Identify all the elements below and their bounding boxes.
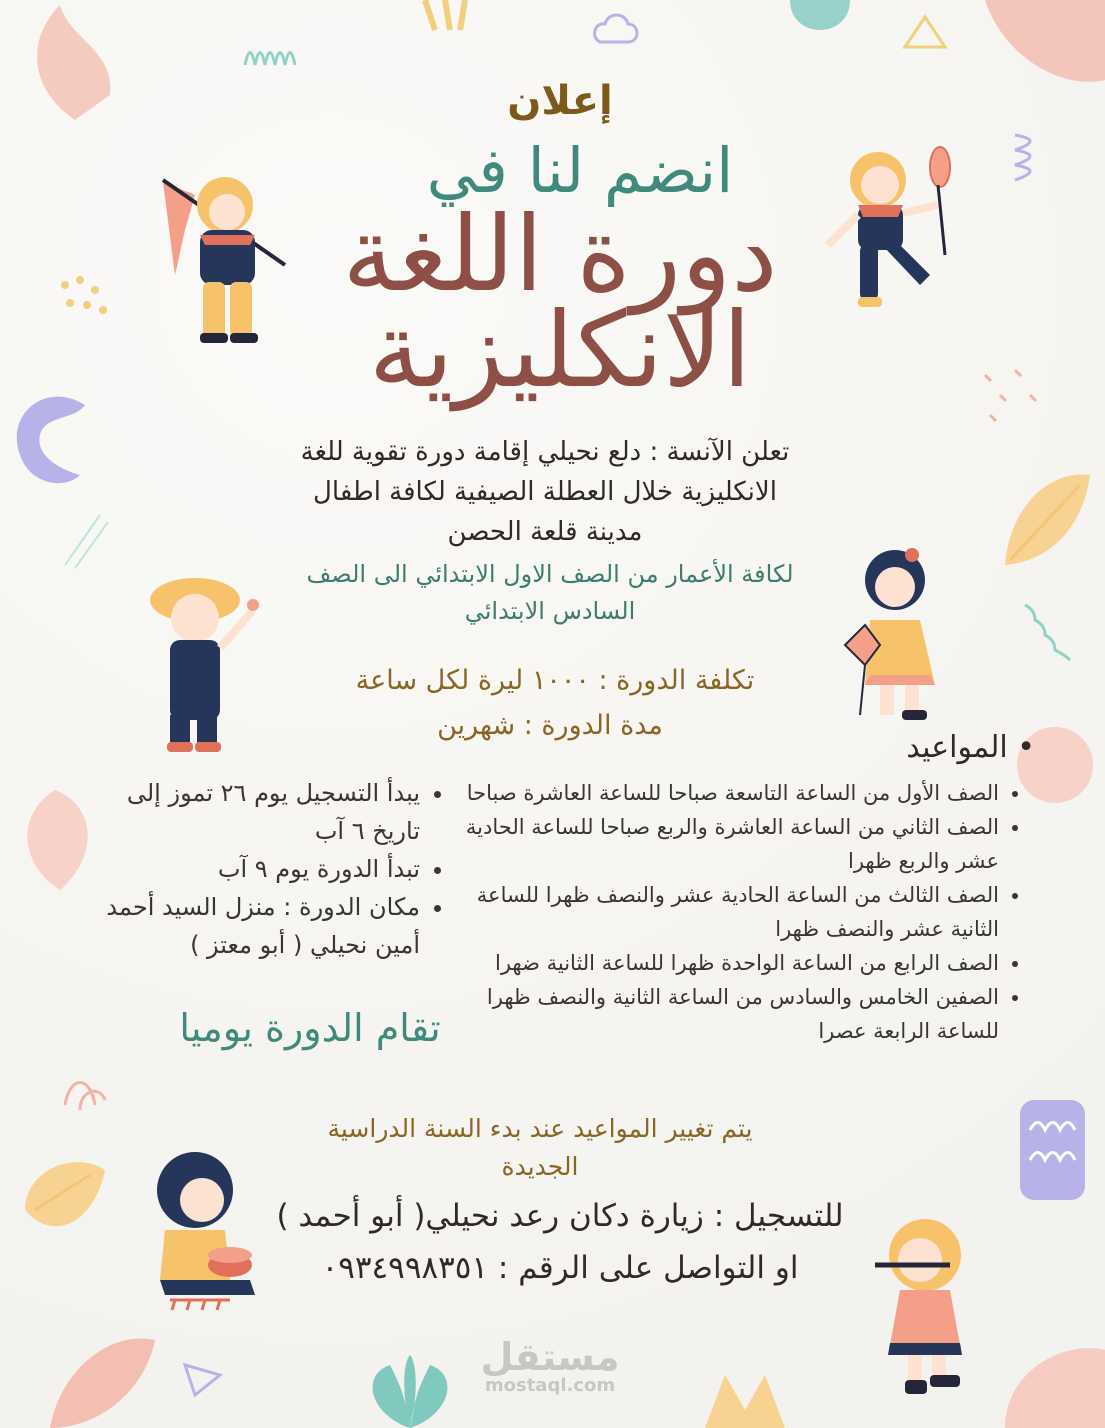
course-cost: تكلفة الدورة : ١٠٠٠ ليرة لكل ساعة	[355, 665, 755, 696]
info-item: • تبدأ الدورة يوم ٩ آب	[100, 850, 420, 888]
schedule-title: • المواعيد	[906, 730, 1035, 765]
lines-decoration-icon	[60, 1065, 110, 1115]
flower-decoration-icon	[360, 1355, 460, 1428]
schedule-change-note: يتم تغيير المواعيد عند بدء السنة الدراسية الجديدة	[327, 1114, 753, 1181]
leaf-decoration-icon	[40, 1320, 160, 1428]
wave-panel-decoration-icon	[1015, 1095, 1090, 1205]
schedule-item: • الصف الثاني من الساعة العاشرة والربع صباحا للساعة الحادية عشر والربع ظهرا	[459, 810, 999, 878]
leaf-decoration-icon	[990, 465, 1100, 575]
child-with-net-icon	[820, 145, 980, 310]
course-duration: مدة الدورة : شهرين	[437, 710, 663, 741]
leaf-decoration-icon	[700, 1370, 790, 1428]
squiggle-decoration-icon	[1010, 130, 1050, 190]
triangle-decoration-icon	[900, 12, 950, 52]
leaf-decoration-icon	[975, 1330, 1105, 1428]
info-list	[100, 774, 448, 964]
watermark-latin: mostaql.com	[484, 1375, 616, 1396]
dots-decoration-icon	[55, 275, 115, 325]
schedule-title-text: المواعيد	[906, 730, 1008, 765]
schedule-item: • الصفين الخامس والسادس من الساعة الثانية والنصف ظهرا للساعة الرابعة عصرا	[459, 980, 999, 1048]
schedule-item: • الصف الرابع من الساعة الواحدة ظهرا للساعة الثانية ضهرا	[459, 946, 999, 980]
flower-decoration-icon	[780, 0, 860, 50]
course-title: دورة اللغة الانكليزية	[342, 193, 778, 411]
ages-text: لكافة الأعمار من الصف الاول الابتدائي الى الصف السادس الابتدائي	[306, 560, 794, 625]
triangle-decoration-icon	[180, 1360, 225, 1400]
intro-text: تعلن الآنسة : دلع نحيلي إقامة دورة تقوية للغة الانكليزية خلال العطلة الصيفية لكافة اطفال مدينة قلعة الحصن	[300, 437, 790, 547]
girl-with-kite-icon	[840, 545, 940, 725]
flower-decoration-icon	[15, 785, 100, 895]
announcement-title: إعلان	[507, 78, 613, 124]
schedule-item: • الصف الأول من الساعة التاسعة صباحا للساعة العاشرة صباحا	[459, 776, 999, 810]
info-item: • مكان الدورة : منزل السيد أحمد أمين نحيلي ( أبو معتز )	[100, 888, 420, 964]
leaf-decoration-icon	[20, 0, 130, 130]
squiggle-decoration-icon	[240, 35, 310, 75]
squiggle-decoration-icon	[1020, 600, 1085, 665]
watermark-arabic: مستقل	[480, 1335, 620, 1379]
join-us-heading: انضم لنا في	[426, 134, 734, 207]
info-item: • يبدأ التسجيل يوم ٢٦ تموز إلى تاريخ ٦ آب	[100, 774, 420, 850]
child-with-flag-icon	[155, 170, 290, 350]
child-with-hat-icon	[145, 570, 265, 755]
lines-decoration-icon	[60, 510, 110, 570]
leaf-decoration-icon	[975, 0, 1105, 90]
stars-decoration-icon	[975, 365, 1045, 425]
contact-number: او التواصل على الرقم : ٠٩٣٤٩٩٨٣٥١	[321, 1250, 799, 1286]
registration-info: للتسجيل : زيارة دكان رعد نحيلي( أبو أحمد )	[276, 1198, 844, 1234]
arch-decoration-icon	[5, 385, 100, 495]
stripes-decoration-icon	[420, 0, 480, 35]
leaf-decoration-icon	[15, 1150, 110, 1250]
schedule-list	[459, 776, 1021, 1048]
daily-note: تقام الدورة يوميا	[179, 1006, 441, 1050]
schedule-item: • الصف الثالث من الساعة الحادية عشر والنصف ظهرا للساعة الثانية عشر والنصف ظهرا	[459, 878, 999, 946]
cloud-decoration-icon	[590, 12, 640, 52]
girl-with-flute-icon	[870, 1215, 980, 1400]
